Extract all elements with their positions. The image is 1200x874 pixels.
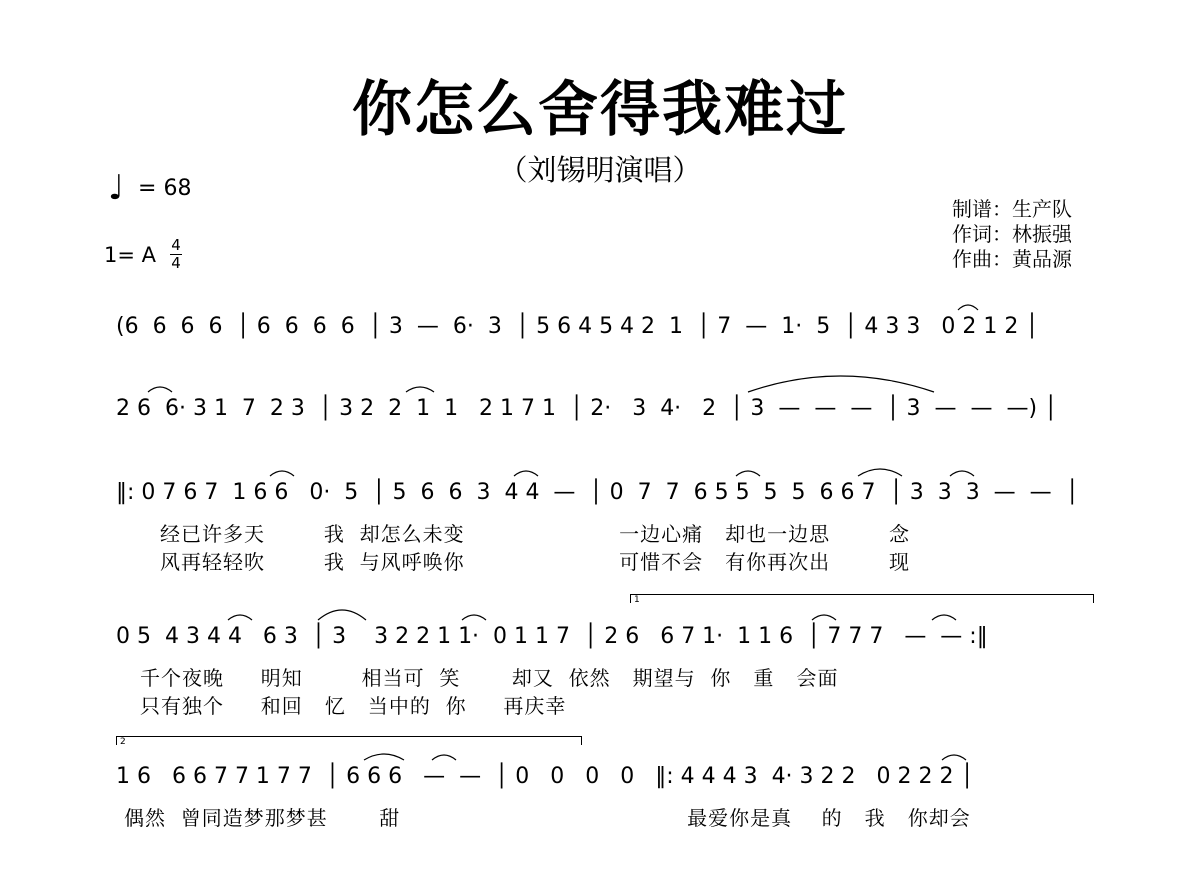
lyrics-line-5-verse-1: 偶然 曾同造梦那梦甚 甜 最爱你是真 的 我 你却会 <box>124 806 971 830</box>
tie-line3-e <box>950 471 974 476</box>
tie-line3-b <box>514 471 538 476</box>
tie-line2-a <box>148 387 172 392</box>
slur-line5-a <box>364 754 404 760</box>
lyrics-line-4-verse-2: 只有独个 和回 忆 当中的 你 再庆幸 <box>140 694 567 718</box>
notes-line-1: (6 6 6 6 │ 6 6 6 6 │ 3 — 6· 3 │ 5 6 4 5 4 2 1 │ 7 — 1· 5 │ 4 3 3 0 2 1 2 │ <box>116 314 1039 339</box>
tie-line3-c <box>736 471 760 476</box>
tie-line3-a <box>270 471 294 476</box>
song-title: 你怎么舍得我难过 <box>352 75 848 145</box>
lyrics-line-3-verse-1: 经已许多天 我 却怎么未变 一边心痛 却也一边思 念 <box>160 522 911 546</box>
time-signature-bottom: 4 <box>171 254 181 272</box>
tie-line5-b <box>432 755 456 760</box>
credit-arranger: 制谱：生产队 <box>952 197 1072 221</box>
key-label: 1= A <box>104 242 156 267</box>
tie-line4-d <box>812 615 836 620</box>
lyrics-line-4-verse-1: 千个夜晚 明知 相当可 笑 却又 依然 期望与 你 重 会面 <box>140 666 839 690</box>
lyrics-line-3-verse-2: 风再轻轻吹 我 与风呼唤你 可惜不会 有你再次出 现 <box>160 550 911 574</box>
credit-composer: 作曲：黄品源 <box>952 247 1072 271</box>
tie-line4-a <box>228 615 252 620</box>
tie-line5-c <box>942 755 966 760</box>
slur-line2-long <box>748 376 934 392</box>
notes-line-5: 1 6 6 6 7 7 1 7 7 │ 6 6 6 — — │ 0 0 0 0 ‖: 4 4 4 3 4· 3 2 2 0 2 2 2 │ <box>116 764 974 789</box>
time-signature-top: 4 <box>171 236 181 254</box>
notes-line-2: 2 6 6· 3 1 7 2 3 │ 3 2 2 1 1 2 1 7 1 │ 2· 3 4· 2 │ 3 — — — │ 3 — — —) │ <box>116 396 1058 421</box>
notes-line-3: ‖: 0 7 6 7 1 6 6 0· 5 │ 5 6 6 3 4 4 — │ 0 7 7 6 5 5 5 5 6 6 7 │ 3 3 3 — — │ <box>116 480 1079 505</box>
tie-line1-a <box>958 305 978 310</box>
second-ending-number: 2 <box>120 737 126 747</box>
first-ending-number: 1 <box>634 595 640 605</box>
credit-lyricist: 作词：林振强 <box>952 222 1072 246</box>
song-subtitle: （刘锡明演唱） <box>498 153 702 187</box>
notes-line-4: 0 5 4 3 4 4 6 3 │ 3 3 2 2 1 1· 0 1 1 7 │ 2 6 6 7 1· 1 1 6 │ 7 7 7 — — :‖ <box>116 624 988 649</box>
slur-line4-b <box>318 610 366 620</box>
tie-line4-e <box>932 615 956 620</box>
tempo-value: = 68 <box>138 175 192 201</box>
tie-line2-b <box>406 387 434 392</box>
slur-line3-d <box>858 469 902 476</box>
tie-line4-c <box>462 615 486 620</box>
quarter-note-icon: ♩ <box>108 168 125 208</box>
